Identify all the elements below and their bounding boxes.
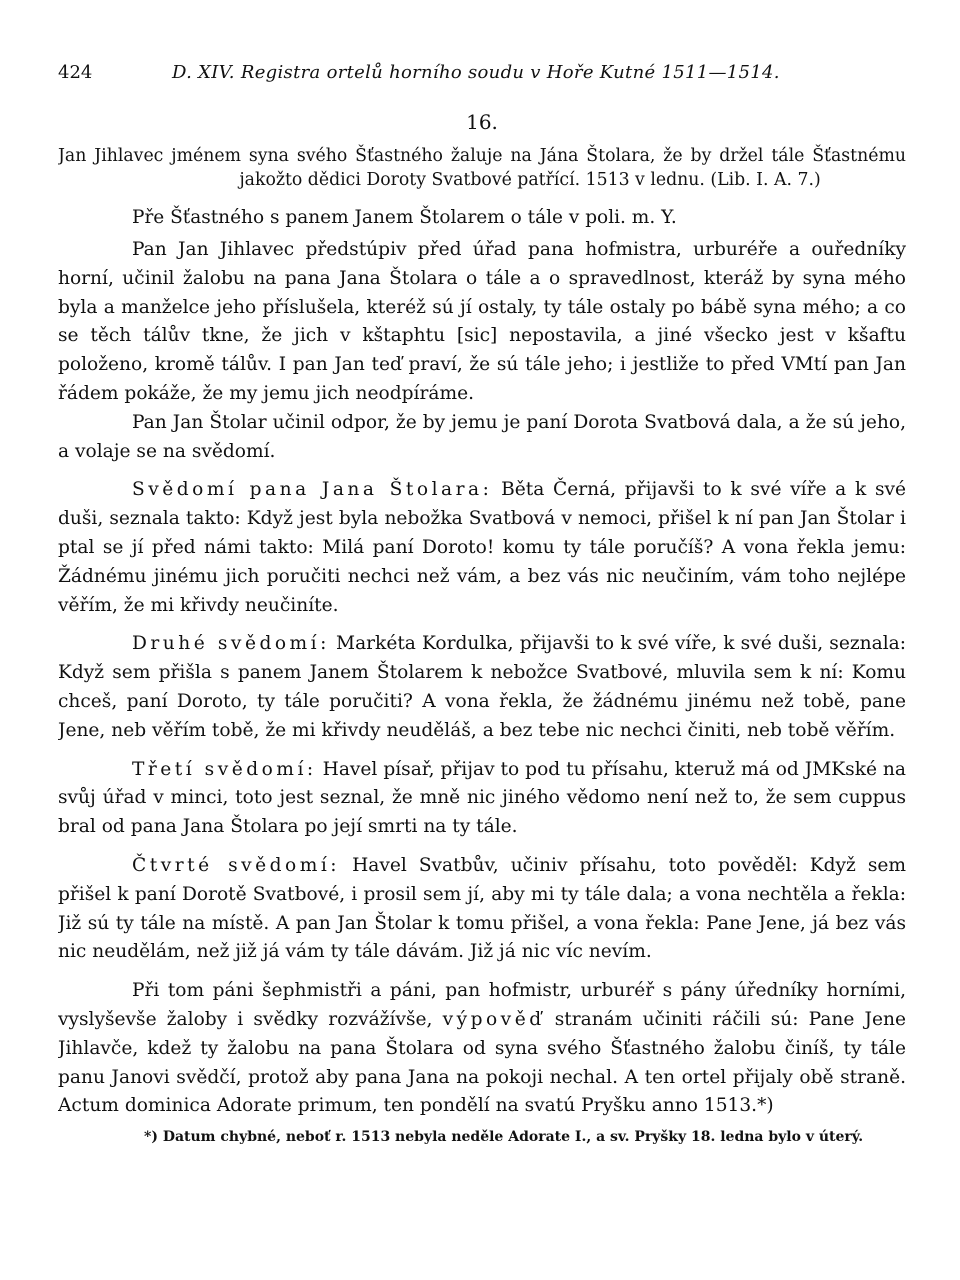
- paragraph-testimony-4: [58, 852, 906, 967]
- paragraph-verdict: [58, 977, 906, 1121]
- testimony-3-label: Třetí svědomí:: [132, 758, 317, 780]
- paragraph-testimony-2: [58, 630, 906, 745]
- regest-summary: Jan Jihlavec jménem syna svého Šťastného žaluje na Jána Štolara, že by držel tále Šťastnému jakožto dědici Doroty Svatbové patřící. 1513 v lednu. (Lib. I. A. 7.): [58, 146, 906, 190]
- running-title: D. XIV. Registra ortelů horního soudu v Hoře Kutné 1511—1514.: [172, 62, 780, 83]
- footnote: *) Datum chybné, neboť r. 1513 nebyla neděle Adorate I., a sv. Pryšky 18. ledna bylo v úterý.: [144, 1129, 864, 1146]
- verdict-word: výpověď: [442, 1008, 545, 1030]
- testimony-3-text: Havel písař, přijav to pod tu přísahu, kteruž má od JMKské na svůj úřad v minci, toto jest seznal, že mně nic jiného vědomo není než to, že sem cuppus bral od pana Jana Štolara po její smrti na ty tále.: [58, 758, 906, 838]
- testimony-4-label: Čtvrté svědomí:: [132, 854, 341, 876]
- testimony-1-text: Běta Černá, přijavši to k své víře a k své duši, seznala takto: Když jest byla nebožka Svatbová v nemoci, přišel k ní pan Jan Štolar i ptal se jí před námi takto: Milá paní Doroto! komu ty tále poručíš? A vona řekla jemu: Žádnému jinému jich poručiti nechci než vám, a bez vás nic neučiním, vám toho nejlépe věřím, že mi křivdy neučiníte.: [58, 479, 906, 616]
- testimony-4-text: Havel Svatbův, učiniv přísahu, toto pověděl: Když sem přišel k paní Dorotě Svatbové, i prosil sem jí, aby mi ty tále dala; a vona nechtěla a řekla: Již sú ty tále na místě. A pan Jan Štolar k tomu přišel, a vona řekla: Pane Jene, já bez vás nic neudělám, než již já vám ty tále dávám. Již já nic víc nevím.: [58, 854, 906, 963]
- verdict-text-start: Při tom páni šephmistři a páni, pan hofmistr, urburéř s pány úředníky horními, vyslyševše žaloby i svědky rozvážívše,: [58, 980, 906, 1030]
- testimony-2-text: Markéta Kordulka, přijavši to k své víře, k své duši, seznala: Když sem přišla s panem Janem Štolarem k nebožce Svatbové, mluvila sem k ní: Komu chceš, paní Doroto, ty tále poručiti? A vona řekla, že žádnému jinému než tobě, pane Jene, neb věřím tobě, že mi křivdy neuděláš, a bez tebe nic nechci činiti, neb tobě věřím.: [58, 633, 906, 741]
- paragraph-complaint: Pan Jan Jihlavec předstúpiv před úřad pana hofmistra, urburéře a ouředníky horní, učinil žalobu na pana Jana Štolara o tále a o spravedlnost, kteráž by syna mého byla a manželce jeho příslušela, kteréž sú jí ostaly, ty tále ostaly po bábě syna mého; a co se těch tálův tkne, že jich v kštaphtu [sic] nepostavila, a jiné všecko jest v kšaftu položeno, kromě tálův. I pan Jan teď praví, že sú tále jeho; i jestliže to před VMtí pan Jan řádem pokáže, že my jemu jich neodpíráme.: [58, 239, 906, 404]
- paragraph-testimony-1: [58, 476, 906, 620]
- case-heading: Pře Šťastného s panem Janem Štolarem o tále v poli. m. Y.: [132, 207, 677, 228]
- verdict-text-end: stranám učiniti ráčili sú: Pane Jene Jihlavče, kdež ty žalobu na pana Štolara od syna svého Šťastného žalobu činíš, ty tále panu Janovi svědčí, protož aby pana Jana na pokoji nechal. A ten ortel přijaly obě straně. Actum dominica Adorate primum, ten pondělí na svatú Pryšku anno 1513.*): [58, 1008, 906, 1117]
- document-number: 16.: [466, 110, 498, 134]
- paragraph-objection: Pan Jan Štolar učinil odpor, že by jemu je paní Dorota Svatbová dala, a že sú jeho, a volaje se na svědomí.: [58, 411, 906, 462]
- testimony-2-label: Druhé svědomí:: [132, 633, 330, 655]
- running-head: [58, 58, 906, 88]
- paragraph-testimony-3: [58, 756, 906, 842]
- document-page: [58, 58, 906, 1238]
- testimony-1-label: Svědomí pana Jana Štolara:: [132, 479, 493, 501]
- page-number: 424: [58, 62, 93, 83]
